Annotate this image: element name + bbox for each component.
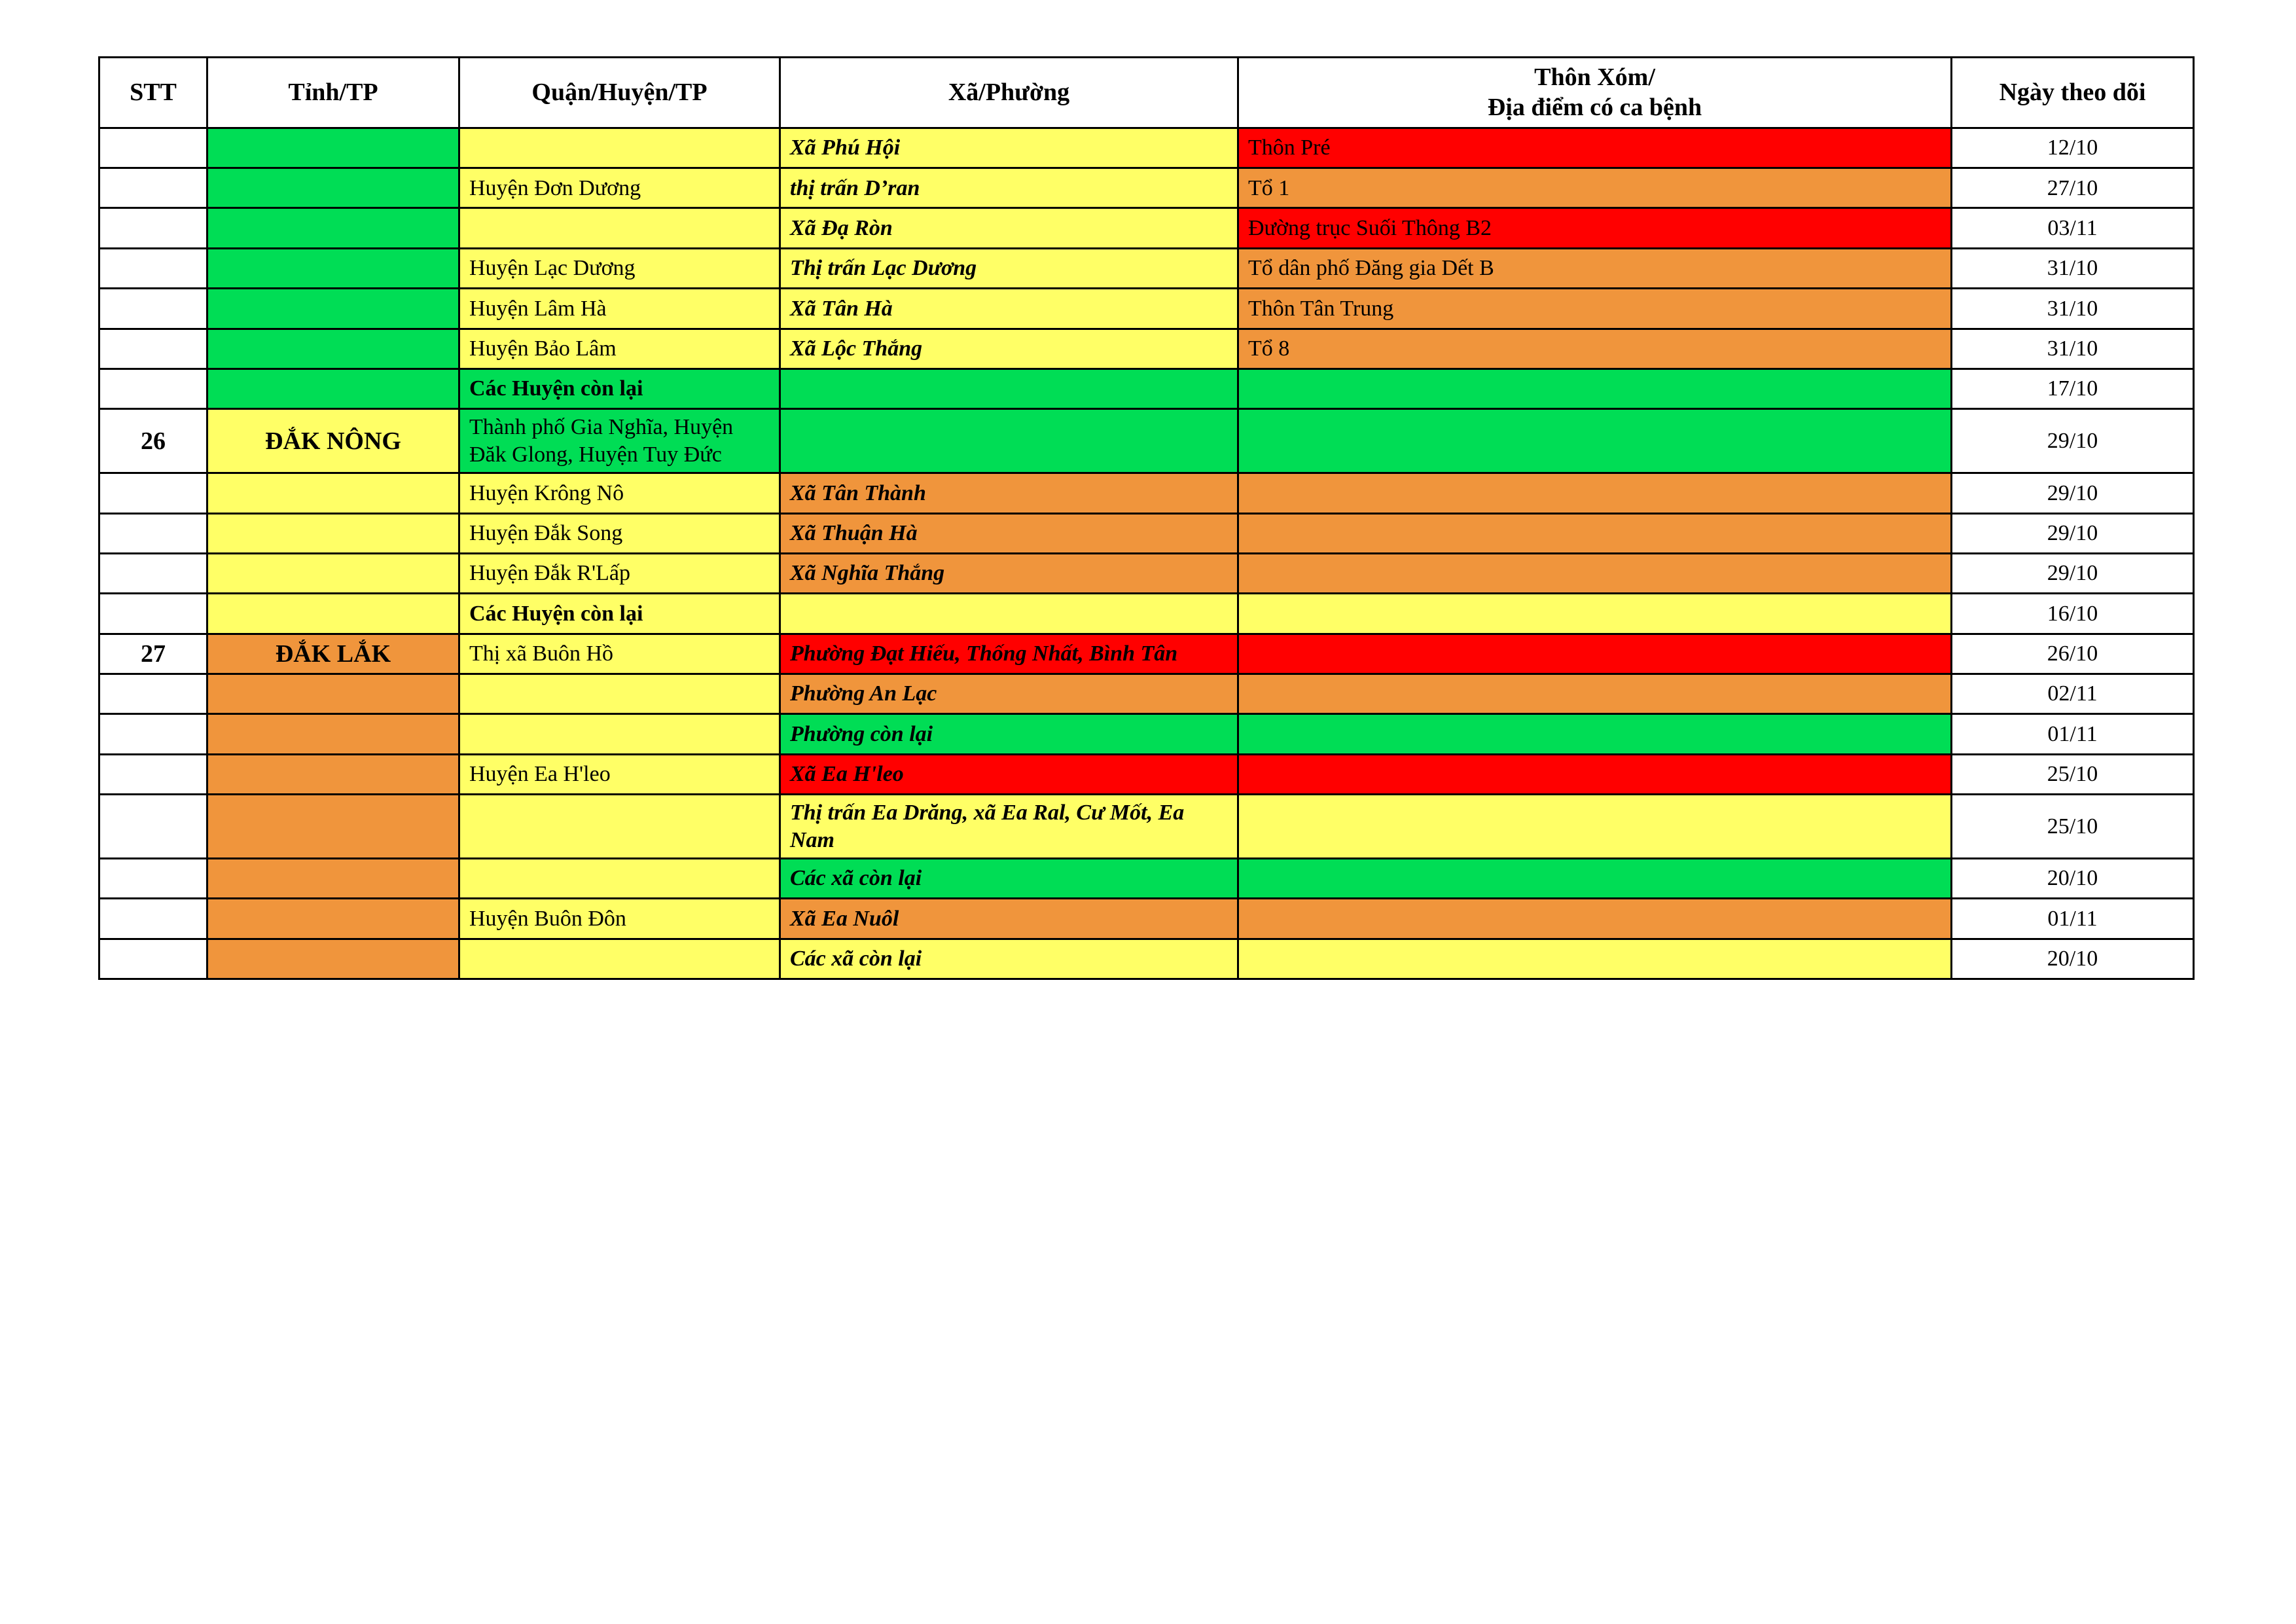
cell-stt — [99, 248, 207, 288]
cell-stt — [99, 858, 207, 898]
cell-district: Các Huyện còn lại — [459, 594, 780, 634]
cell-ward — [780, 409, 1238, 473]
cell-district: Các Huyện còn lại — [459, 369, 780, 408]
table-row — [99, 248, 2194, 288]
table-row — [99, 899, 2194, 939]
cell-date: 29/10 — [1952, 553, 2194, 593]
cell-stt: 27 — [99, 634, 207, 674]
cell-province: ĐẮK NÔNG — [207, 409, 459, 473]
cell-date: 20/10 — [1952, 858, 2194, 898]
table-row — [99, 409, 2194, 473]
cell-date: 12/10 — [1952, 128, 2194, 168]
cell-province — [207, 594, 459, 634]
cell-province — [207, 858, 459, 898]
cell-province — [207, 473, 459, 513]
cell-ward: thị trấn D’ran — [780, 168, 1238, 208]
table-row — [99, 513, 2194, 553]
cell-stt — [99, 473, 207, 513]
cell-date: 20/10 — [1952, 939, 2194, 979]
cell-province — [207, 248, 459, 288]
cell-village — [1238, 409, 1952, 473]
cell-ward — [780, 594, 1238, 634]
cell-district — [459, 939, 780, 979]
cell-stt — [99, 369, 207, 408]
cell-village — [1238, 674, 1952, 713]
cell-ward: Xã Ea Nuôl — [780, 899, 1238, 939]
cell-stt — [99, 329, 207, 369]
cell-village — [1238, 795, 1952, 859]
cell-date: 25/10 — [1952, 754, 2194, 794]
cell-stt — [99, 553, 207, 593]
cell-province — [207, 289, 459, 329]
cell-village — [1238, 714, 1952, 754]
table-row — [99, 553, 2194, 593]
cell-province — [207, 168, 459, 208]
epidemic-risk-table — [98, 56, 2195, 980]
cell-district: Huyện Krông Nô — [459, 473, 780, 513]
cell-date: 03/11 — [1952, 208, 2194, 248]
table-row — [99, 754, 2194, 794]
cell-district: Huyện Bảo Lâm — [459, 329, 780, 369]
cell-ward: Xã Lộc Thắng — [780, 329, 1238, 369]
cell-province — [207, 513, 459, 553]
cell-district: Huyện Đắk R'Lấp — [459, 553, 780, 593]
cell-village — [1238, 594, 1952, 634]
table-row — [99, 674, 2194, 713]
cell-district — [459, 128, 780, 168]
cell-district — [459, 714, 780, 754]
cell-village: Tổ 8 — [1238, 329, 1952, 369]
cell-district: Huyện Ea H'leo — [459, 754, 780, 794]
cell-ward: Thị trấn Ea Drăng, xã Ea Ral, Cư Mốt, Ea Nam — [780, 795, 1238, 859]
cell-date: 26/10 — [1952, 634, 2194, 674]
cell-province — [207, 208, 459, 248]
cell-district: Huyện Đơn Dương — [459, 168, 780, 208]
cell-village — [1238, 473, 1952, 513]
cell-province: ĐẮK LẮK — [207, 634, 459, 674]
cell-village — [1238, 858, 1952, 898]
cell-district — [459, 208, 780, 248]
cell-village — [1238, 369, 1952, 408]
cell-province — [207, 795, 459, 859]
cell-district: Huyện Đắk Song — [459, 513, 780, 553]
cell-district: Huyện Lâm Hà — [459, 289, 780, 329]
cell-stt — [99, 289, 207, 329]
cell-date: 02/11 — [1952, 674, 2194, 713]
cell-province — [207, 714, 459, 754]
cell-ward — [780, 369, 1238, 408]
header-date: Ngày theo dõi — [1952, 58, 2194, 128]
cell-stt — [99, 128, 207, 168]
cell-district — [459, 674, 780, 713]
cell-stt — [99, 594, 207, 634]
cell-stt: 26 — [99, 409, 207, 473]
cell-date: 29/10 — [1952, 409, 2194, 473]
cell-ward: Xã Thuận Hà — [780, 513, 1238, 553]
cell-date: 29/10 — [1952, 513, 2194, 553]
header-province: Tỉnh/TP — [207, 58, 459, 128]
cell-stt — [99, 754, 207, 794]
cell-province — [207, 754, 459, 794]
cell-village — [1238, 513, 1952, 553]
cell-stt — [99, 513, 207, 553]
cell-ward: Thị trấn Lạc Dương — [780, 248, 1238, 288]
cell-date: 31/10 — [1952, 289, 2194, 329]
cell-district — [459, 858, 780, 898]
cell-date: 17/10 — [1952, 369, 2194, 408]
cell-date: 29/10 — [1952, 473, 2194, 513]
cell-ward: Phường Đạt Hiếu, Thống Nhất, Bình Tân — [780, 634, 1238, 674]
table-row — [99, 168, 2194, 208]
header-village-line2: Địa điểm có ca bệnh — [1487, 94, 1702, 122]
cell-village — [1238, 899, 1952, 939]
cell-date: 25/10 — [1952, 795, 2194, 859]
cell-village: Thôn Tân Trung — [1238, 289, 1952, 329]
cell-ward: Xã Ea H'leo — [780, 754, 1238, 794]
cell-village: Tổ 1 — [1238, 168, 1952, 208]
table-body — [99, 128, 2194, 979]
table-row — [99, 289, 2194, 329]
cell-date: 16/10 — [1952, 594, 2194, 634]
cell-ward: Xã Phú Hội — [780, 128, 1238, 168]
cell-ward: Xã Tân Hà — [780, 289, 1238, 329]
cell-date: 31/10 — [1952, 329, 2194, 369]
cell-ward: Phường còn lại — [780, 714, 1238, 754]
table-header — [99, 58, 2194, 128]
cell-province — [207, 329, 459, 369]
cell-province — [207, 899, 459, 939]
cell-stt — [99, 939, 207, 979]
table-row — [99, 208, 2194, 248]
table-row — [99, 634, 2194, 674]
table-row — [99, 473, 2194, 513]
cell-district: Thị xã Buôn Hồ — [459, 634, 780, 674]
cell-village — [1238, 939, 1952, 979]
cell-ward: Các xã còn lại — [780, 858, 1238, 898]
cell-district: Huyện Buôn Đôn — [459, 899, 780, 939]
cell-province — [207, 674, 459, 713]
table-row — [99, 795, 2194, 859]
header-row — [99, 58, 2194, 128]
cell-village: Đường trục Suối Thông B2 — [1238, 208, 1952, 248]
table-row — [99, 858, 2194, 898]
cell-ward: Xã Tân Thành — [780, 473, 1238, 513]
cell-stt — [99, 714, 207, 754]
cell-stt — [99, 674, 207, 713]
cell-district — [459, 795, 780, 859]
cell-ward: Xã Nghĩa Thắng — [780, 553, 1238, 593]
cell-province — [207, 128, 459, 168]
cell-village — [1238, 634, 1952, 674]
cell-date: 27/10 — [1952, 168, 2194, 208]
table-row — [99, 939, 2194, 979]
cell-province — [207, 939, 459, 979]
header-stt: STT — [99, 58, 207, 128]
table-row — [99, 594, 2194, 634]
table-row — [99, 369, 2194, 408]
header-ward: Xã/Phường — [780, 58, 1238, 128]
header-district: Quận/Huyện/TP — [459, 58, 780, 128]
cell-province — [207, 369, 459, 408]
table-row — [99, 128, 2194, 168]
table-row — [99, 714, 2194, 754]
cell-district: Huyện Lạc Dương — [459, 248, 780, 288]
cell-village: Tổ dân phố Đăng gia Dết B — [1238, 248, 1952, 288]
cell-village — [1238, 553, 1952, 593]
cell-village: Thôn Pré — [1238, 128, 1952, 168]
header-village — [1238, 58, 1952, 128]
cell-ward: Xã Đạ Ròn — [780, 208, 1238, 248]
cell-stt — [99, 899, 207, 939]
header-village-line1: Thôn Xóm/ — [1534, 63, 1655, 91]
cell-date: 01/11 — [1952, 714, 2194, 754]
cell-date: 01/11 — [1952, 899, 2194, 939]
cell-ward: Các xã còn lại — [780, 939, 1238, 979]
cell-stt — [99, 168, 207, 208]
cell-village — [1238, 754, 1952, 794]
table-row — [99, 329, 2194, 369]
cell-ward: Phường An Lạc — [780, 674, 1238, 713]
cell-district: Thành phố Gia Nghĩa, Huyện Đăk Glong, Huyện Tuy Đức — [459, 409, 780, 473]
cell-stt — [99, 208, 207, 248]
cell-date: 31/10 — [1952, 248, 2194, 288]
cell-province — [207, 553, 459, 593]
cell-stt — [99, 795, 207, 859]
